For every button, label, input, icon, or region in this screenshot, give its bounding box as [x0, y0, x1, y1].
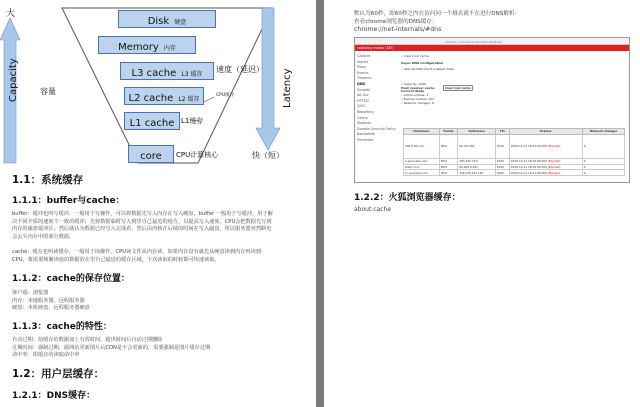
latency-arrow-icon [256, 8, 280, 150]
cell-family: IPV4 [439, 158, 457, 164]
left-page [0, 0, 316, 407]
sidebar-item[interactable]: Import [357, 59, 369, 64]
cell-net: 0 [582, 170, 624, 176]
state-line: • Network changes: 0 [401, 101, 434, 105]
intro-line: 查看chrome浏览器的DNS缓存： [354, 19, 438, 25]
cell-net: 0 [582, 158, 624, 164]
fast-label: 快（短） [252, 151, 284, 160]
l1-label: L1缓存 [181, 117, 204, 125]
sidebar-item[interactable]: Events [357, 70, 369, 75]
clear-host-cache-button[interactable]: Clear host cache [443, 85, 473, 91]
layer-l2 [124, 87, 204, 105]
buffer-line: 内存的磁盘缓冲区，然后就认为数据已经写入完成看，然后由内核在后续的时间在写入磁盘，所以服务器突然断电 [12, 226, 272, 233]
layer-l3-en: L3 cache [131, 68, 177, 79]
sidebar-item[interactable]: Domain Security Policy [357, 126, 396, 131]
pyramid-outline [62, 8, 272, 163]
cell-family: IPV4 [439, 134, 457, 158]
layer-l2-cn: L2 缓存 [178, 96, 200, 103]
cell-exp-time: 2018-12-11 18:18:00.000 [510, 159, 547, 164]
sidebar-item[interactable]: Bandwidth [357, 132, 376, 137]
layer-memory-en: Memory [118, 42, 159, 53]
sidebar-item[interactable]: HTTP/2 [357, 98, 369, 103]
col-family: Family [439, 129, 457, 135]
sidebar-item[interactable]: Prerender [357, 137, 374, 142]
right-page [324, 0, 640, 407]
buffer-line: 决不同介质的速度不一致的缓冲，先将数据临时写入到里自己最近的地方，以提高写入速度，CPU会把数据先写到 [12, 218, 272, 225]
sidebar-item[interactable]: Capture [357, 54, 371, 58]
clear-cache-link[interactable]: • Clear host cache [401, 54, 429, 58]
state-line: • Expired entries: 123 [401, 97, 435, 101]
heading-user-cache: 1.2：用户层缓存： [12, 368, 105, 380]
cell-expires [509, 170, 582, 176]
feature-list [12, 337, 312, 360]
cell-exp-time: 2018-12-11 18:29:05.000 [510, 144, 547, 149]
col-network-changes: Network changes [582, 129, 624, 135]
capture-banner [355, 45, 629, 51]
layer-l3-cn: L3 缓存 [181, 71, 203, 78]
cell-net: 0 [582, 164, 624, 170]
layer-disk-en: Disk [147, 16, 170, 27]
cell-exp-time: 2018-12-11 18:11:00.000 [510, 170, 547, 175]
chrome-dns-screenshot [354, 37, 630, 183]
cell-host: static.com [404, 164, 440, 170]
cell-addr: 00.000.0.181 [458, 164, 496, 170]
dns-content [401, 54, 627, 105]
speed-label: 速度（延迟） [216, 65, 264, 74]
sidebar-item[interactable]: Modules [357, 121, 372, 126]
about-cache-text: about:cache [354, 206, 392, 213]
resolver-title: Host resolver cache [401, 86, 435, 90]
intro-line: 默认为60秒，即60秒之内在访问同一个域名就不在进行DNS解析： [354, 11, 521, 17]
dns-cache-table [403, 128, 625, 176]
layer-memory-cn: 内存 [163, 45, 176, 52]
col-expires: Expires [509, 129, 582, 135]
table-row [404, 170, 625, 176]
cell-family: IPV4 [439, 164, 457, 170]
cell-ttl: 1000 [495, 164, 509, 170]
layer-disk-cn: 硬盘 [174, 19, 187, 26]
current-state-title: Current State [401, 89, 425, 93]
async-dns-line: • Internal DNS client enabled: false [401, 67, 455, 71]
layer-l2-en: L2 cache [128, 93, 174, 104]
location-list [12, 290, 312, 313]
layer-core-en: core [140, 151, 162, 162]
layer-core-cn: CPU计算核心 [176, 151, 219, 159]
cpu-cache-pointer [204, 97, 214, 102]
address-url: Chrome | chrome://net-internals/#dns [445, 39, 503, 44]
cell-net: 0 [582, 134, 624, 158]
layer-l1-en: L1 cache [129, 118, 175, 129]
capacity-line: • Capacity: 1000 [401, 82, 427, 86]
cell-host: sc.example.com [404, 170, 440, 176]
cell-addr: 118.178.230.187 [458, 170, 496, 176]
capacity-cn-label: 容量 [40, 87, 56, 96]
cell-addr: 183.232.74.0 [458, 158, 496, 164]
capacity-label: Capacity [8, 58, 19, 102]
feature-item: 自动过期：给缓存的数据加上有效时间，超出时间后自动过期删除 [12, 337, 163, 343]
cpu-cache-label: CPU缓存 [216, 93, 235, 98]
intro-line: chrome://net-internals/#dns [354, 26, 442, 33]
table-row [404, 134, 625, 158]
sidebar-item[interactable]: Reporting [357, 109, 374, 114]
expired-badge: [Expired] [547, 144, 561, 149]
cache-line: cache：缓存也叫读缓存，一般用于读操作，CPU读文件从内存读，如果内存没有就先从硬盘读到内存再读到 [12, 249, 261, 255]
heading-cache-features: 1.1.3：cache的特性： [12, 322, 112, 332]
col-addresses: Addresses [458, 129, 496, 135]
buffer-line: 会丢失内存中的部分数据。 [12, 233, 75, 240]
heading-cache-location: 1.1.2：cache的保存位置： [12, 274, 130, 284]
col-hostname: Hostname [404, 129, 440, 135]
cell-addr: 00.0.0.181 [458, 134, 496, 158]
location-item: 硬盘：本机硬盘、远程服务器硬盘 [12, 305, 90, 312]
browser-address-bar [355, 38, 629, 45]
heading-firefox-cache: 1.2.2：火狐浏览器缓存： [354, 193, 461, 203]
dns-intro [354, 10, 634, 34]
heading-buffer-cache: 1.1.1：buffer与cache： [12, 196, 125, 206]
latency-label: Latency [282, 68, 293, 108]
feature-item: 过期时间：强制过期，源网站更新图片后CDN是不会更新的，需要强制是图片缓存过期 [12, 344, 211, 351]
feature-item: 命中率：即缓存的读取命中率 [12, 352, 80, 359]
layer-memory [98, 36, 196, 54]
expired-badge: [Expired] [547, 159, 561, 164]
top-big-label: 大 [6, 9, 16, 19]
buffer-line: buffer：缓冲也叫写缓冲，一般用于写操作，可以将数据先写入内存在写入硬盘，buffer 一般用于写缓冲，用于解 [12, 211, 273, 217]
sidebar-item[interactable]: Proxy [357, 65, 367, 70]
layer-l1 [124, 112, 180, 130]
location-item: 客户端：浏览器 [12, 290, 49, 296]
location-item: 内存：本地服务器、远程服务器 [12, 297, 85, 304]
cell-expires [509, 134, 582, 158]
sidebar-item[interactable]: Timeline [357, 76, 372, 81]
banner-text: capturing events (183) [357, 46, 394, 50]
sidebar-item[interactable]: Alt-Svc [357, 93, 369, 98]
layer-l3 [120, 62, 214, 80]
cache-line: CPU，将需要频繁读取的数据放在里自己最近的缓存区域，下次读取的时候即可快速读取。 [12, 256, 220, 263]
cell-host: 206.0.00.com [404, 134, 440, 158]
cache-paragraph [12, 249, 312, 264]
layer-core [128, 145, 174, 163]
sidebar-item[interactable]: Sockets [357, 87, 371, 92]
cell-family: IPV4 [439, 170, 457, 176]
cell-exp-time: 2018-12-11 18:19:05.000 [510, 164, 547, 169]
sidebar-item-dns[interactable]: DNS [357, 81, 366, 86]
layer-disk [118, 10, 216, 28]
sidebar-item[interactable]: QUIC [357, 104, 366, 109]
netinternals-sidebar [357, 54, 397, 144]
cell-ttl: 1000 [495, 134, 509, 158]
sidebar-item[interactable]: Cache [357, 115, 368, 120]
expired-badge: [Expired] [547, 170, 561, 175]
cell-ttl: 1000 [495, 158, 509, 164]
state-line: • Active entries: 3 [401, 93, 429, 97]
async-dns-title: Async DNS Configuration [401, 61, 444, 65]
cell-host: 1.generate.com [404, 158, 440, 164]
cell-ttl: 1000 [495, 170, 509, 176]
buffer-paragraph [12, 211, 312, 241]
heading-dns-cache: 1.2.1：DNS缓存： [12, 391, 96, 401]
heading-system-cache: 1.1：系统缓存 [12, 174, 84, 186]
expired-badge: [Expired] [547, 164, 561, 169]
col-ttl: TTL [495, 129, 509, 135]
